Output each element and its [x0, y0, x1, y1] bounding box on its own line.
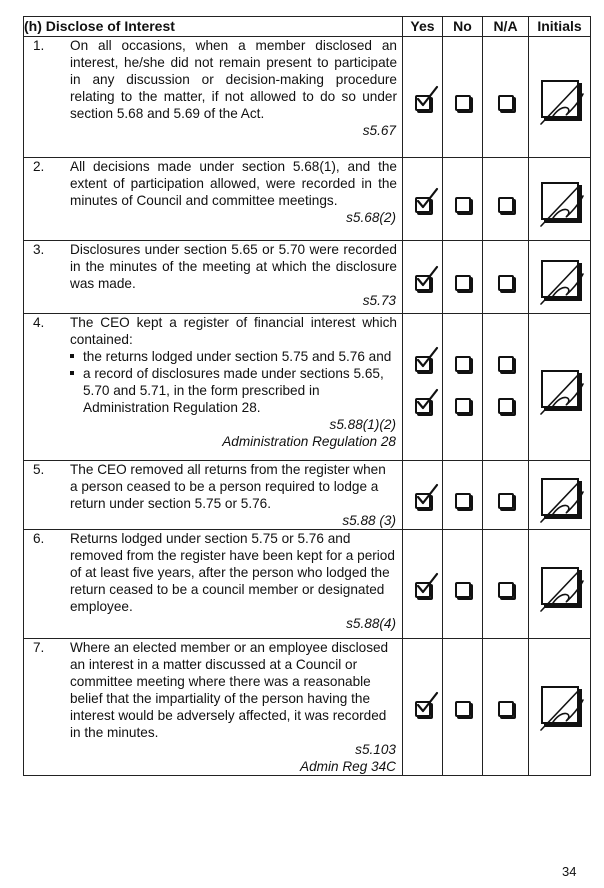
- item-number: 6.: [33, 531, 45, 546]
- legislation-reference: s5.88(1)(2): [329, 417, 396, 432]
- disclosure-checklist-table: [23, 16, 591, 776]
- no-checkbox[interactable]: [455, 582, 471, 598]
- checklist-item-row: [24, 639, 591, 776]
- item-text: Where an elected member or an employee disclosed an interest in a matter discussed at a Council or committee meeting where there was a reasonable belief that the impartiality of the person having the interest would be adversely affected, it was recorded in the minutes.: [70, 640, 389, 740]
- question-cell: [24, 37, 403, 158]
- initials-box[interactable]: [541, 370, 579, 408]
- yes-checkbox[interactable]: [415, 398, 431, 414]
- item-text: Returns lodged under section 5.75 or 5.76 and removed from the register have been kept for a period of at least five years, after the person who lodged the return ceased to be a council member or designated employee.: [70, 531, 395, 614]
- legislation-reference: s5.88 (3): [342, 513, 396, 528]
- yes-checkbox[interactable]: [415, 95, 431, 111]
- question-cell: [24, 639, 403, 776]
- yes-checkbox[interactable]: [415, 356, 431, 372]
- yes-cell: [403, 241, 443, 314]
- yes-cell: [403, 158, 443, 241]
- item-number: 3.: [33, 242, 45, 257]
- no-checkbox[interactable]: [455, 493, 471, 509]
- column-header-initials: Initials: [529, 17, 591, 37]
- legislation-reference: Admin Reg 34C: [300, 759, 396, 774]
- item-bullet: a record of disclosures made under sections 5.65, 5.70 and 5.71, in the form prescribed in Administration Regulation 28.: [70, 365, 397, 416]
- legislation-reference: s5.68(2): [346, 210, 396, 225]
- initials-cell: [529, 37, 591, 158]
- no-cell: [443, 241, 483, 314]
- yes-cell: [403, 37, 443, 158]
- item-bullet-list: [70, 348, 397, 416]
- item-number: 5.: [33, 462, 45, 477]
- no-checkbox[interactable]: [455, 701, 471, 717]
- item-text: All decisions made under section 5.68(1), and the extent of participation allowed, were recorded in the minutes of Council and committee meetings.: [70, 159, 397, 208]
- na-cell: [483, 241, 529, 314]
- checklist-item-row: [24, 158, 591, 241]
- na-checkbox[interactable]: [498, 275, 514, 291]
- yes-checkbox[interactable]: [415, 701, 431, 717]
- initials-cell: [529, 530, 591, 639]
- na-checkbox[interactable]: [498, 197, 514, 213]
- question-cell: [24, 241, 403, 314]
- yes-cell: [403, 461, 443, 530]
- item-text: The CEO removed all returns from the register when a person ceased to be a person required to lodge a return under section 5.75 or 5.76.: [70, 462, 386, 511]
- item-bullet: the returns lodged under section 5.75 and 5.76 and: [70, 348, 397, 365]
- na-checkbox[interactable]: [498, 95, 514, 111]
- question-cell: [24, 314, 403, 461]
- initials-box[interactable]: [541, 182, 579, 220]
- initials-box[interactable]: [541, 80, 579, 118]
- no-checkbox[interactable]: [455, 197, 471, 213]
- question-cell: [24, 461, 403, 530]
- initials-cell: [529, 241, 591, 314]
- initials-box[interactable]: [541, 686, 579, 724]
- no-cell: [443, 461, 483, 530]
- initials-cell: [529, 461, 591, 530]
- yes-checkbox[interactable]: [415, 197, 431, 213]
- item-text: On all occasions, when a member disclosed an interest, he/she did not remain present to participate in any discussion or decision-making procedure relating to the matter, if not allowed to do so under section 5.68 and 5.69 of the Act.: [70, 38, 397, 121]
- no-checkbox[interactable]: [455, 95, 471, 111]
- legislation-reference: Administration Regulation 28: [222, 434, 396, 449]
- no-checkbox[interactable]: [455, 398, 471, 414]
- legislation-reference: s5.88(4): [346, 616, 396, 631]
- na-cell: [483, 461, 529, 530]
- na-cell: [483, 639, 529, 776]
- initials-box[interactable]: [541, 260, 579, 298]
- yes-cell: [403, 530, 443, 639]
- initials-cell: [529, 158, 591, 241]
- na-checkbox[interactable]: [498, 582, 514, 598]
- item-text: Disclosures under section 5.65 or 5.70 were recorded in the minutes of the meeting at which the disclosure was made.: [70, 242, 397, 291]
- header-row: [24, 17, 591, 37]
- column-header-yes: Yes: [403, 17, 443, 37]
- initials-box[interactable]: [541, 567, 579, 605]
- yes-checkbox[interactable]: [415, 582, 431, 598]
- column-header-no: No: [443, 17, 483, 37]
- page-number: 34: [562, 864, 577, 879]
- item-number: 2.: [33, 159, 45, 174]
- na-cell: [483, 314, 529, 461]
- yes-cell: [403, 314, 443, 461]
- no-cell: [443, 37, 483, 158]
- yes-cell: [403, 639, 443, 776]
- question-cell: [24, 158, 403, 241]
- na-cell: [483, 530, 529, 639]
- na-checkbox[interactable]: [498, 493, 514, 509]
- na-checkbox[interactable]: [498, 701, 514, 717]
- item-number: 4.: [33, 315, 45, 330]
- na-cell: [483, 158, 529, 241]
- na-cell: [483, 37, 529, 158]
- item-text: The CEO kept a register of financial interest which contained:: [70, 315, 397, 347]
- no-cell: [443, 530, 483, 639]
- column-header-na: N/A: [483, 17, 529, 37]
- initials-cell: [529, 314, 591, 461]
- legislation-reference: s5.67: [362, 123, 396, 138]
- item-number: 1.: [33, 38, 45, 53]
- no-checkbox[interactable]: [455, 275, 471, 291]
- legislation-reference: s5.73: [362, 293, 396, 308]
- no-checkbox[interactable]: [455, 356, 471, 372]
- checklist-item-row: [24, 530, 591, 639]
- checklist-item-row: [24, 461, 591, 530]
- na-checkbox[interactable]: [498, 356, 514, 372]
- checklist-item-row: [24, 37, 591, 158]
- yes-checkbox[interactable]: [415, 275, 431, 291]
- no-cell: [443, 158, 483, 241]
- no-cell: [443, 639, 483, 776]
- checklist-item-row: [24, 314, 591, 461]
- initials-box[interactable]: [541, 478, 579, 516]
- no-cell: [443, 314, 483, 461]
- na-checkbox[interactable]: [498, 398, 514, 414]
- yes-checkbox[interactable]: [415, 493, 431, 509]
- checklist-item-row: [24, 241, 591, 314]
- section-title: (h) Disclose of Interest: [24, 17, 403, 37]
- question-cell: [24, 530, 403, 639]
- legislation-reference: s5.103: [355, 742, 396, 757]
- item-number: 7.: [33, 640, 45, 655]
- initials-cell: [529, 639, 591, 776]
